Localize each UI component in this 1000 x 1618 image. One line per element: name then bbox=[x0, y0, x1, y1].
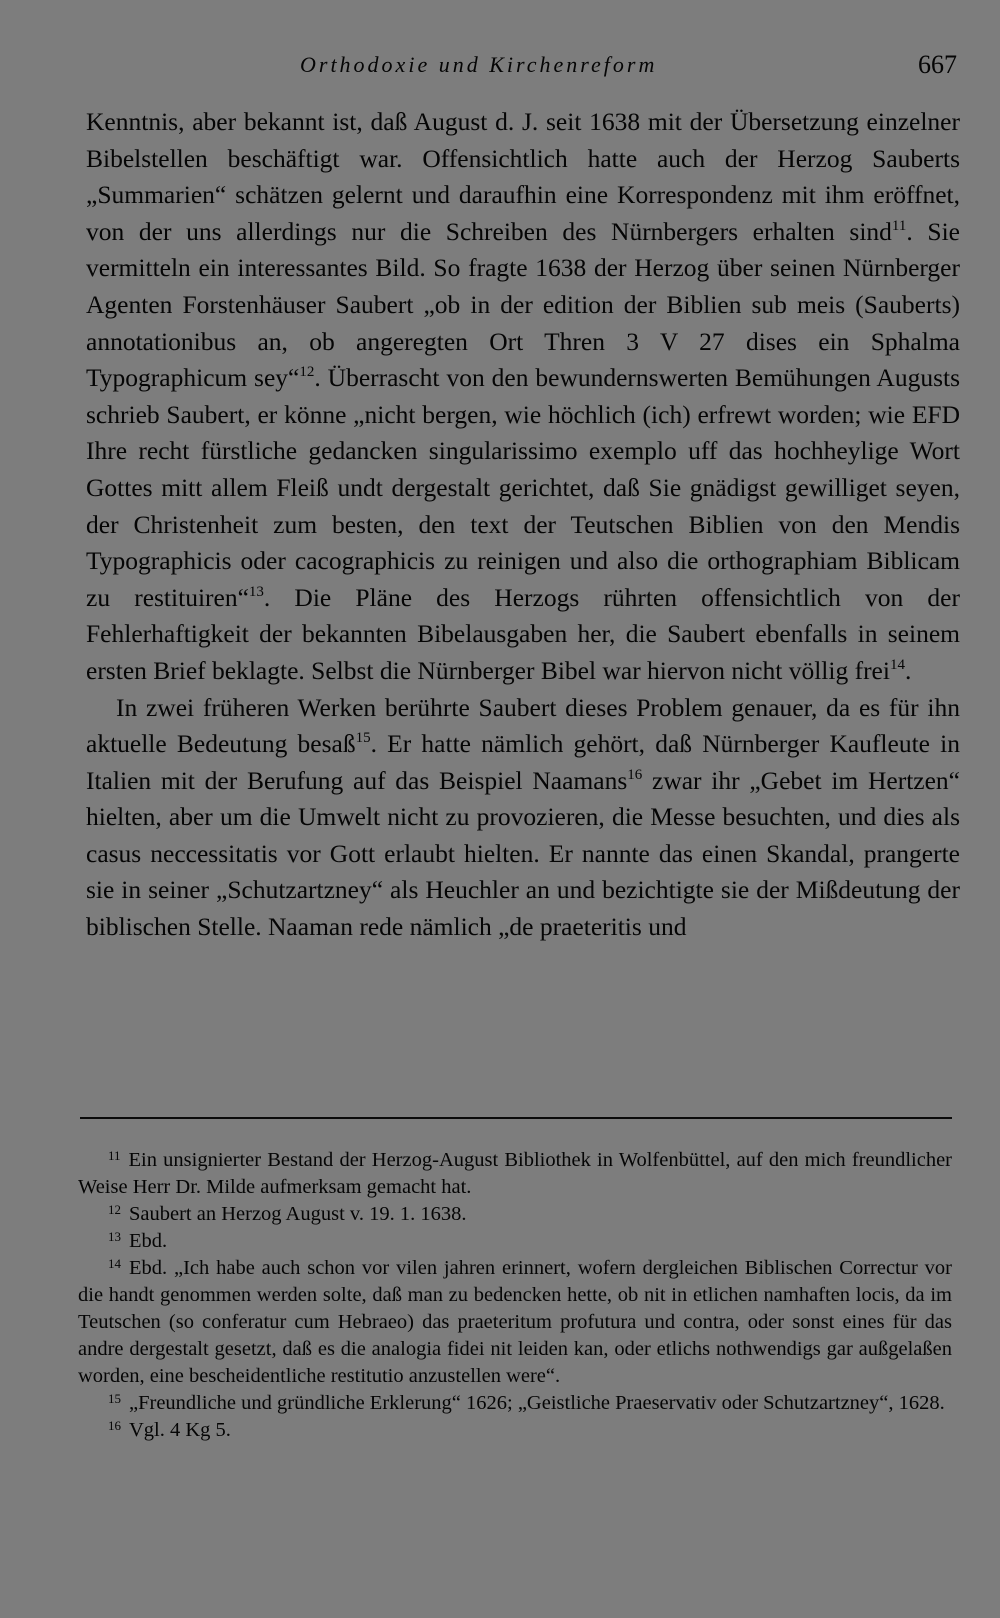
footnote-number: 16 bbox=[108, 1418, 121, 1433]
footnote-ref: 14 bbox=[889, 656, 905, 673]
running-head: Orthodoxie und Kirchenreform bbox=[300, 52, 658, 77]
footnote-number: 12 bbox=[108, 1202, 121, 1217]
footnote-text: Vgl. 4 Kg 5. bbox=[129, 1419, 231, 1441]
footnote-number: 13 bbox=[108, 1229, 121, 1244]
footnote bbox=[78, 1390, 952, 1417]
footnote bbox=[78, 1201, 952, 1228]
footnote-text: Ebd. „Ich habe auch schon vor vilen jahren erinnert, wofern dergleichen Biblischen Correctur vor die handt genommen werden solte, daß man zu bedencken hette, ob nit in etlichen namhaften locis, da im Teutschen (so conferatur cum Hebraeo) das praeteritum profutura und contra, oder sonst eines für das andre dergestalt gesetzt, daß es die analogia fidei nit leiden kan, oder etlichs nothwendigs gar außgelaßen worden, eine bescheidentliche restitutio anzustellen were“. bbox=[78, 1257, 952, 1387]
footnote-ref: 12 bbox=[299, 364, 315, 381]
footnote-number: 15 bbox=[108, 1391, 121, 1406]
text-run: . Die Pläne des Herzogs rührten offensichtlich von der Fehlerhaftigkeit der bekannten Bibelausgaben her, die Saubert ebenfalls in seinem ersten Brief beklagte. Selbst die Nürnberger Bibel war hiervon nicht völlig frei bbox=[86, 582, 960, 685]
footnote-text: „Freundliche und gründliche Erklerung“ 1626; „Geistliche Praeservativ oder Schutzartzney“, 1628. bbox=[129, 1392, 945, 1414]
text-run: Kenntnis, aber bekannt ist, daß August d. J. seit 1638 mit der Übersetzung einzelner Bibelstellen beschäftigt war. Offensichtlich hatte auch der Herzog Sauberts „Summarien“ schätzen gelernt und daraufhin eine Korrespondenz mit ihm eröffnet, von der uns allerdings nur die Schreiben des Nürnbergers erhalten sind bbox=[86, 107, 960, 246]
body-text bbox=[86, 104, 960, 946]
paragraph bbox=[86, 104, 960, 690]
text-run: . Er hatte nämlich gehört, daß Nürnberger Kaufleute in Italien mit der Berufung auf das Beispiel Naamans bbox=[86, 729, 960, 795]
text-run: . Überrascht von den bewundernswerten Bemühungen Augusts schrieb Saubert, er könne „nicht bergen, wie höchlich (ich) erfrewt worden; wie EFD Ihre recht fürstliche gedancken singularissimo exemplo uff das hochheylige Wort Gottes mitt allem Fleiß undt dergestalt gerichtet, daß Sie gnädigst gewilliget seyen, der Christenheit zum besten, den text der Teutschen Biblien von den Mendis Typographicis oder cacographicis zu reinigen und also die orthographiam Biblicam zu restituiren“ bbox=[86, 363, 960, 612]
footnote-number: 14 bbox=[108, 1256, 121, 1271]
footnote bbox=[78, 1255, 952, 1390]
footnote-ref: 11 bbox=[891, 217, 907, 234]
footnote bbox=[78, 1228, 952, 1255]
paragraph bbox=[86, 690, 960, 946]
page-number: 667 bbox=[918, 50, 957, 79]
footnote-separator bbox=[80, 1117, 952, 1119]
text-run: In zwei früheren Werken berührte Saubert dieses Problem genauer, da es für ihn aktuelle Bedeutung besaß bbox=[86, 692, 960, 759]
footnote-ref: 13 bbox=[248, 583, 264, 600]
text-run: zwar ihr „Gebet im Hertzen“ hielten, aber um die Umwelt nicht zu provozieren, die Messe besuchten, und dies als casus neccessitatis vor Gott erlaubt hielten. Er nannte das einen Skandal, prangerte sie in seiner „Schutzartzney“ als Heuchler an und bezichtigte sie der Mißdeutung der biblischen Stelle. Naaman rede nämlich „de praeteritis und bbox=[86, 765, 960, 942]
footnote bbox=[78, 1417, 952, 1444]
footnote bbox=[78, 1147, 952, 1201]
footnotes bbox=[78, 1147, 952, 1444]
footnote-ref: 15 bbox=[355, 730, 371, 747]
footnote-text: Ebd. bbox=[129, 1230, 168, 1252]
footnote-number: 11 bbox=[108, 1148, 121, 1163]
footnote-text: Saubert an Herzog August v. 19. 1. 1638. bbox=[129, 1203, 467, 1225]
text-run: . Sie vermitteln ein interessantes Bild. So fragte 1638 der Herzog über seinen Nürnberger Agenten Forstenhäuser Saubert „ob in der edition der Biblien sub meis (Sauberts) annotationibus an, ob angeregten Ort Thren 3 V 27 dises ein Sphalma Typographicum sey“ bbox=[86, 216, 960, 393]
text-run: . bbox=[904, 655, 912, 685]
footnote-text: Ein unsignierter Bestand der Herzog-August Bibliothek in Wolfenbüttel, auf den mich freundlicher Weise Herr Dr. Milde aufmerksam gemacht hat. bbox=[78, 1149, 952, 1198]
footnote-ref: 16 bbox=[627, 766, 643, 783]
